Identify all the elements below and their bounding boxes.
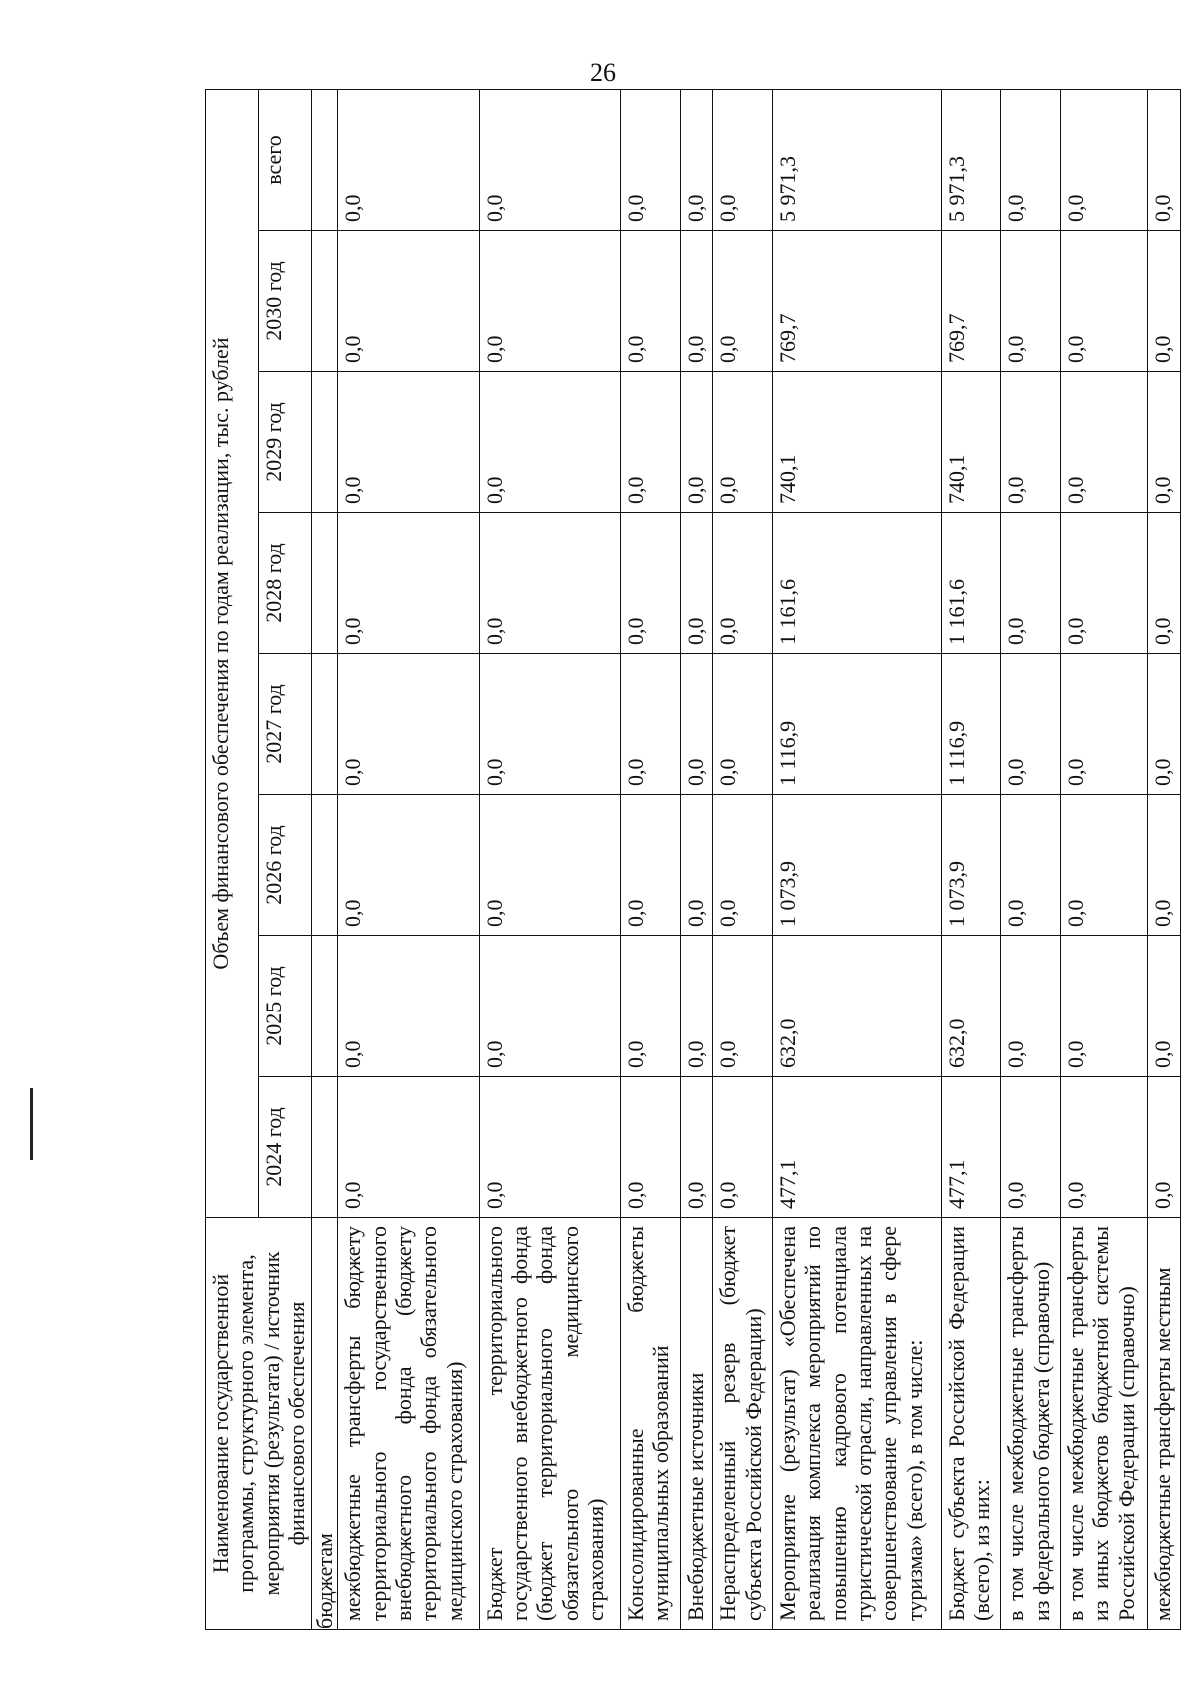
page-number: 26 [590, 58, 616, 87]
value-cell: 0,0 [680, 372, 713, 513]
table-row [1061, 89, 1148, 1629]
table-row [1147, 89, 1180, 1629]
value-cell: 0,0 [680, 936, 713, 1077]
value-cell: 0,0 [621, 513, 681, 654]
value-cell: 0,0 [338, 231, 479, 372]
value-cell [312, 372, 338, 513]
value-cell: 0,0 [479, 89, 620, 230]
table-row [479, 89, 620, 1629]
value-cell: 0,0 [338, 654, 479, 795]
value-cell: 0,0 [621, 654, 681, 795]
value-cell: 0,0 [1147, 654, 1180, 795]
value-cell: 0,0 [1061, 513, 1148, 654]
value-cell: 0,0 [1147, 513, 1180, 654]
header-year-cell: 2027 год [259, 654, 312, 795]
value-cell: 0,0 [338, 513, 479, 654]
header-row-group [206, 89, 259, 1629]
value-cell: 0,0 [1061, 231, 1148, 372]
value-cell: 0,0 [680, 654, 713, 795]
value-cell: 0,0 [338, 372, 479, 513]
value-cell [312, 89, 338, 230]
value-cell: 0,0 [680, 795, 713, 936]
value-cell: 0,0 [1061, 795, 1148, 936]
value-cell [312, 654, 338, 795]
value-cell [312, 231, 338, 372]
header-group-cell: Объем финансового обеспечения по годам реализации, тыс. рублей [206, 89, 259, 1217]
value-cell: 1 116,9 [941, 654, 1001, 795]
value-cell: 477,1 [773, 1077, 941, 1218]
row-name-cell: Бюджет субъекта Российской Федерации (всего), из них: [941, 1218, 1001, 1630]
value-cell: 0,0 [1147, 372, 1180, 513]
row-name-cell: Бюджет территориального государственного внебюджетного фонда (бюджет территориального фонда обязательного медицинского страхования) [479, 1218, 620, 1630]
value-cell [312, 1077, 338, 1218]
value-cell: 0,0 [479, 936, 620, 1077]
value-cell: 0,0 [713, 513, 773, 654]
value-cell: 0,0 [621, 1077, 681, 1218]
value-cell: 0,0 [1061, 1077, 1148, 1218]
value-cell: 0,0 [338, 936, 479, 1077]
value-cell: 0,0 [1147, 89, 1180, 230]
value-cell: 0,0 [1001, 1077, 1061, 1218]
value-cell: 5 971,3 [941, 89, 1001, 230]
value-cell: 0,0 [338, 795, 479, 936]
table-row [773, 89, 941, 1629]
row-name-cell: межбюджетные трансферты местным [1147, 1218, 1180, 1630]
value-cell: 0,0 [1001, 795, 1061, 936]
value-cell: 0,0 [713, 89, 773, 230]
value-cell: 0,0 [1061, 89, 1148, 230]
value-cell: 0,0 [1001, 372, 1061, 513]
row-name-cell: межбюджетные трансферты бюджету территориального государственного внебюджетного фонда (бюджету территориального фонда обязательного медицинского страхования) [338, 1218, 479, 1630]
header-year-cell: 2028 год [259, 513, 312, 654]
value-cell: 0,0 [713, 372, 773, 513]
value-cell: 0,0 [713, 795, 773, 936]
row-name-cell: в том числе межбюджетные трансферты из иных бюджетов бюджетной системы Российской Федерации (справочно) [1061, 1218, 1148, 1630]
header-total-cell: всего [259, 89, 312, 230]
header-year-cell: 2025 год [259, 936, 312, 1077]
value-cell: 0,0 [479, 513, 620, 654]
table-row [941, 89, 1001, 1629]
value-cell: 0,0 [1147, 795, 1180, 936]
value-cell: 0,0 [479, 795, 620, 936]
value-cell: 0,0 [479, 231, 620, 372]
table-row [1001, 89, 1061, 1629]
value-cell: 0,0 [479, 654, 620, 795]
value-cell: 0,0 [621, 89, 681, 230]
value-cell: 632,0 [941, 936, 1001, 1077]
value-cell: 0,0 [479, 372, 620, 513]
value-cell [312, 513, 338, 654]
value-cell: 0,0 [1147, 1077, 1180, 1218]
header-year-cell: 2030 год [259, 231, 312, 372]
value-cell: 769,7 [773, 231, 941, 372]
financing-table-frame [205, 90, 1175, 1630]
row-name-cell: Внебюджетные источники [680, 1218, 713, 1630]
row-name-cell: бюджетам [312, 1218, 338, 1630]
value-cell: 5 971,3 [773, 89, 941, 230]
value-cell: 740,1 [773, 372, 941, 513]
value-cell: 0,0 [1001, 654, 1061, 795]
table-row [680, 89, 713, 1629]
value-cell: 0,0 [713, 231, 773, 372]
value-cell: 0,0 [1147, 936, 1180, 1077]
rotated-table-container [205, 90, 1175, 1630]
value-cell: 0,0 [479, 1077, 620, 1218]
value-cell: 0,0 [713, 936, 773, 1077]
value-cell: 1 073,9 [773, 795, 941, 936]
table-row [713, 89, 773, 1629]
value-cell: 0,0 [338, 1077, 479, 1218]
value-cell: 0,0 [1001, 231, 1061, 372]
value-cell: 0,0 [621, 231, 681, 372]
value-cell: 0,0 [1061, 936, 1148, 1077]
value-cell: 0,0 [1061, 372, 1148, 513]
row-name-cell: Нераспределенный резерв (бюджет субъекта Российской Федерации) [713, 1218, 773, 1630]
header-name-cell: Наименование государственной программы, структурного элемента, мероприятия (результата) / источник финансового обеспечения [206, 1218, 312, 1630]
value-cell [312, 795, 338, 936]
value-cell: 740,1 [941, 372, 1001, 513]
value-cell: 477,1 [941, 1077, 1001, 1218]
row-name-cell: Мероприятие (результат) «Обеспечена реализация комплекса мероприятий по повышению кадрового потенциала туристической отрасли, направленных на совершенствование управления в сфере туризма» (всего), в том числе: [773, 1218, 941, 1630]
value-cell: 1 161,6 [941, 513, 1001, 654]
value-cell: 769,7 [941, 231, 1001, 372]
value-cell: 0,0 [680, 89, 713, 230]
value-cell: 0,0 [621, 936, 681, 1077]
header-year-cell: 2029 год [259, 372, 312, 513]
value-cell: 0,0 [621, 795, 681, 936]
value-cell: 0,0 [1001, 513, 1061, 654]
header-year-cell: 2024 год [259, 1077, 312, 1218]
margin-mark [30, 1088, 33, 1160]
value-cell: 0,0 [713, 654, 773, 795]
value-cell: 0,0 [680, 513, 713, 654]
value-cell: 1 073,9 [941, 795, 1001, 936]
value-cell: 1 116,9 [773, 654, 941, 795]
value-cell: 0,0 [680, 1077, 713, 1218]
table-row [621, 89, 681, 1629]
value-cell: 1 161,6 [773, 513, 941, 654]
value-cell: 0,0 [621, 372, 681, 513]
table-row [312, 89, 338, 1629]
value-cell: 0,0 [1001, 89, 1061, 230]
value-cell: 0,0 [713, 1077, 773, 1218]
value-cell: 0,0 [1061, 654, 1148, 795]
value-cell: 0,0 [1001, 936, 1061, 1077]
table-row [338, 89, 479, 1629]
header-year-cell: 2026 год [259, 795, 312, 936]
row-name-cell: в том числе межбюджетные трансферты из федерального бюджета (справочно) [1001, 1218, 1061, 1630]
value-cell: 0,0 [338, 89, 479, 230]
value-cell: 0,0 [680, 231, 713, 372]
financing-table [205, 89, 1181, 1630]
row-name-cell: Консолидированные бюджеты муниципальных образований [621, 1218, 681, 1630]
value-cell: 0,0 [1147, 231, 1180, 372]
value-cell [312, 936, 338, 1077]
value-cell: 632,0 [773, 936, 941, 1077]
